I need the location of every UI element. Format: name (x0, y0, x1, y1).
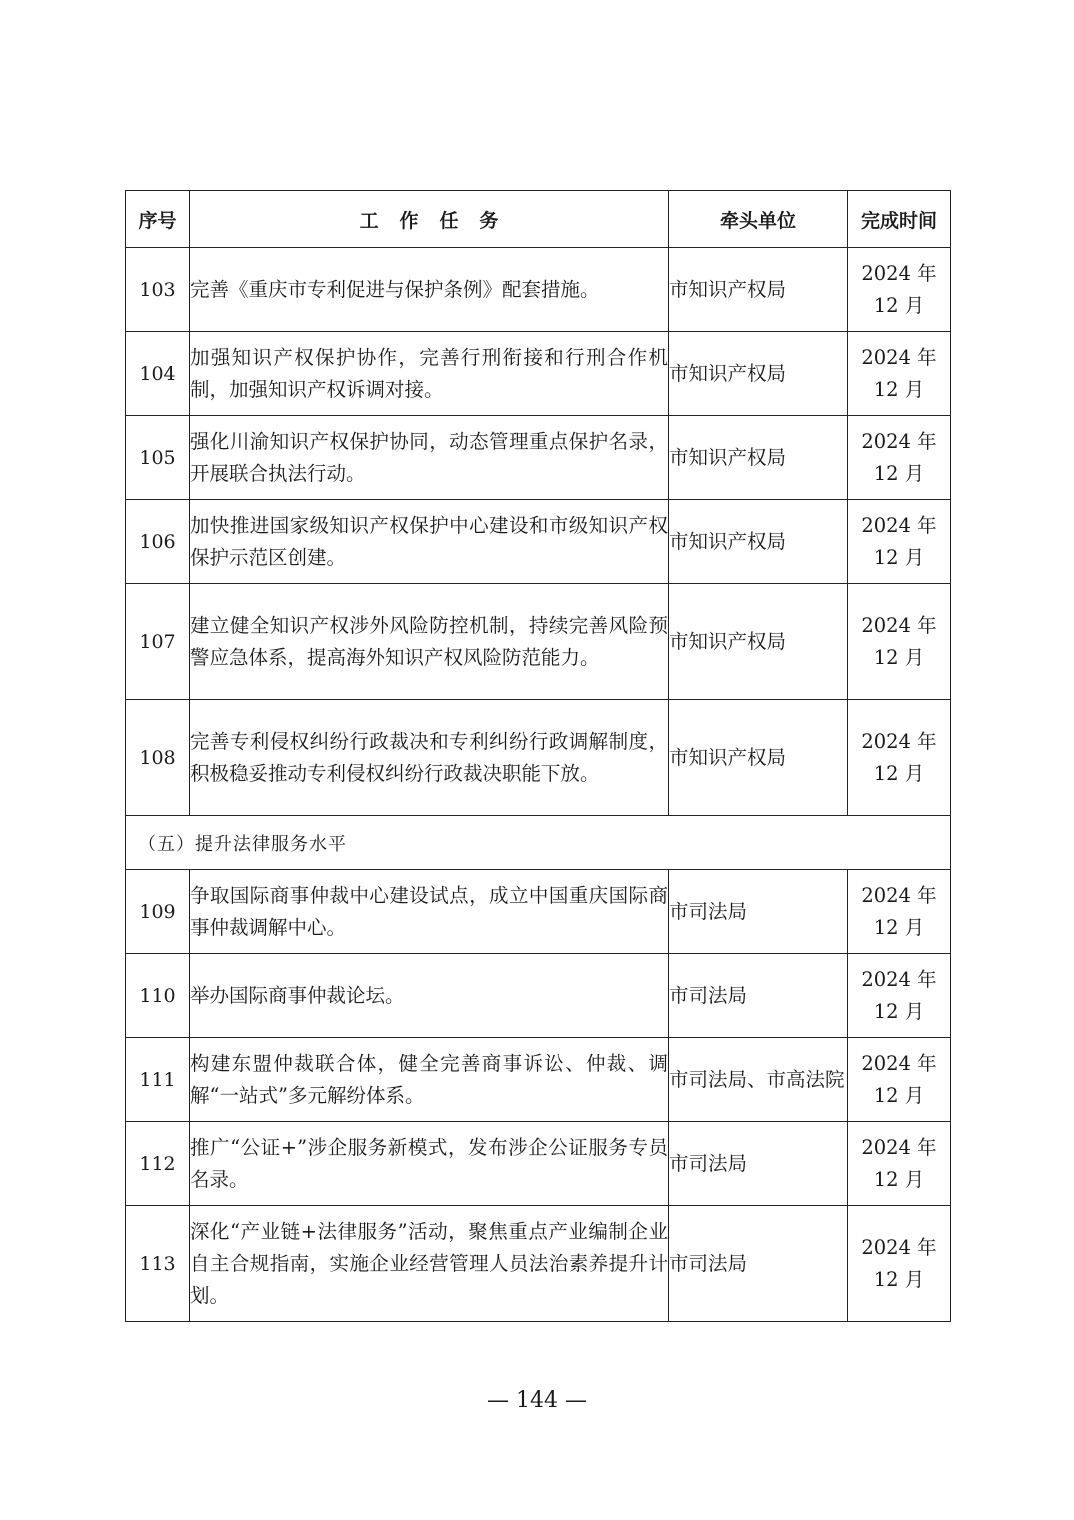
row-task: 完善《重庆市专利促进与保护条例》配套措施。 (190, 248, 669, 332)
row-lead: 市知识产权局 (669, 500, 848, 584)
row-num: 109 (126, 870, 190, 954)
section-heading: （五）提升法律服务水平 (126, 816, 951, 870)
header-time: 完成时间 (848, 191, 951, 248)
row-task: 推广“公证+”涉企服务新模式，发布涉企公证服务专员名录。 (190, 1122, 669, 1206)
row-time: 2024 年 12 月 (848, 500, 951, 584)
row-task: 建立健全知识产权涉外风险防控机制，持续完善风险预警应急体系，提高海外知识产权风险防范能力。 (190, 584, 669, 700)
row-time: 2024 年 12 月 (848, 700, 951, 816)
table-row (126, 1038, 951, 1122)
table-row (126, 1122, 951, 1206)
row-task: 加快推进国家级知识产权保护中心建设和市级知识产权保护示范区创建。 (190, 500, 669, 584)
row-num: 107 (126, 584, 190, 700)
row-num: 113 (126, 1206, 190, 1322)
section-row (126, 816, 951, 870)
header-task: 工作任务 (190, 191, 669, 248)
table-row (126, 500, 951, 584)
row-num: 105 (126, 416, 190, 500)
row-num: 106 (126, 500, 190, 584)
page-number: — 144 — (487, 1388, 587, 1413)
row-time: 2024 年 12 月 (848, 248, 951, 332)
table-row (126, 584, 951, 700)
row-lead: 市知识产权局 (669, 332, 848, 416)
row-time: 2024 年 12 月 (848, 870, 951, 954)
row-time: 2024 年 12 月 (848, 332, 951, 416)
table-row (126, 700, 951, 816)
row-time: 2024 年 12 月 (848, 1206, 951, 1322)
row-num: 110 (126, 954, 190, 1038)
row-lead: 市知识产权局 (669, 416, 848, 500)
table-row (126, 1206, 951, 1322)
row-task: 深化“产业链+法律服务”活动，聚焦重点产业编制企业自主合规指南，实施企业经营管理人员法治素养提升计划。 (190, 1206, 669, 1322)
table-row (126, 954, 951, 1038)
table-row (126, 248, 951, 332)
row-time: 2024 年 12 月 (848, 954, 951, 1038)
row-lead: 市知识产权局 (669, 248, 848, 332)
task-table (125, 190, 951, 1322)
header-row (126, 191, 951, 248)
row-num: 108 (126, 700, 190, 816)
row-lead: 市司法局 (669, 1122, 848, 1206)
row-time: 2024 年 12 月 (848, 584, 951, 700)
row-lead: 市知识产权局 (669, 584, 848, 700)
row-num: 104 (126, 332, 190, 416)
table-row (126, 332, 951, 416)
row-lead: 市司法局 (669, 870, 848, 954)
row-num: 112 (126, 1122, 190, 1206)
row-task: 举办国际商事仲裁论坛。 (190, 954, 669, 1038)
row-lead: 市知识产权局 (669, 700, 848, 816)
row-lead: 市司法局 (669, 954, 848, 1038)
table-row (126, 416, 951, 500)
row-time: 2024 年 12 月 (848, 416, 951, 500)
header-lead: 牵头单位 (669, 191, 848, 248)
header-num: 序号 (126, 191, 190, 248)
row-task: 强化川渝知识产权保护协同，动态管理重点保护名录，开展联合执法行动。 (190, 416, 669, 500)
row-time: 2024 年 12 月 (848, 1038, 951, 1122)
row-time: 2024 年 12 月 (848, 1122, 951, 1206)
row-task: 加强知识产权保护协作，完善行刑衔接和行刑合作机制，加强知识产权诉调对接。 (190, 332, 669, 416)
row-task: 争取国际商事仲裁中心建设试点，成立中国重庆国际商事仲裁调解中心。 (190, 870, 669, 954)
table-row (126, 870, 951, 954)
row-lead: 市司法局、市高法院 (669, 1038, 848, 1122)
row-num: 111 (126, 1038, 190, 1122)
row-lead: 市司法局 (669, 1206, 848, 1322)
row-task: 构建东盟仲裁联合体，健全完善商事诉讼、仲裁、调解“一站式”多元解纷体系。 (190, 1038, 669, 1122)
row-num: 103 (126, 248, 190, 332)
row-task: 完善专利侵权纠纷行政裁决和专利纠纷行政调解制度，积极稳妥推动专利侵权纠纷行政裁决职能下放。 (190, 700, 669, 816)
